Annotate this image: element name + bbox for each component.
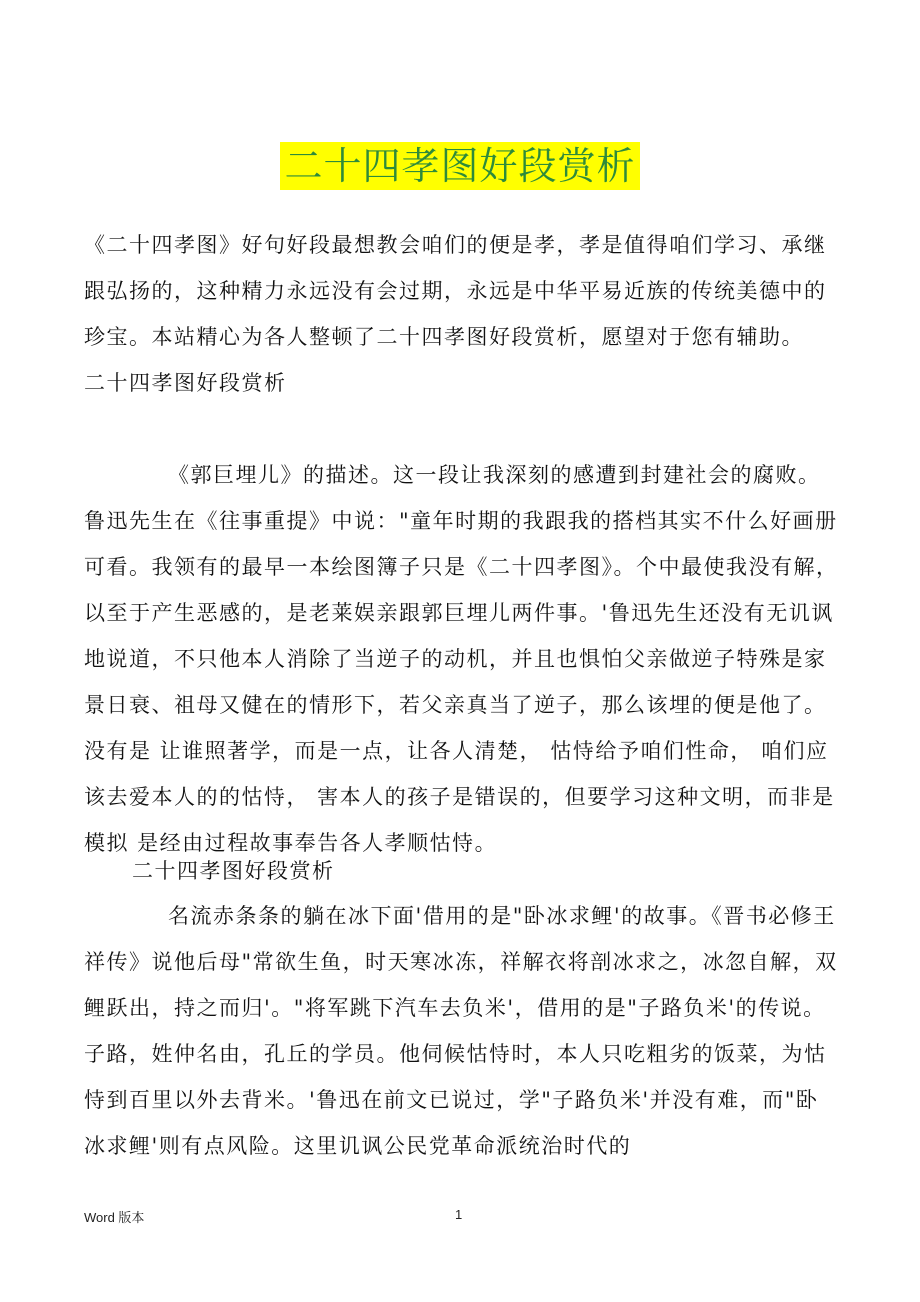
page-number: 1	[455, 1207, 463, 1222]
paragraph-wo-bing: 名流赤条条的躺在冰下面'借用的是"卧冰求鲤'的故事。《晋书必修王祥传》说他后母"常欲生鱼，时天寒冰冻，祥解衣将剖冰求之，冰忽自解，双鲤跃出，持之而归'。"将军跳下汽车去负米'，借用的是"子路负米'的传说。子路，姓仲名由，孔丘的学员。他伺候怙恃时，本人只吃粗劣的饭菜，为怙恃到百里以外去背米。'鲁迅在前文已说过，学"子路负米'并没有难，而"卧冰求鲤'则有点风险。这里讥讽公民党革命派统治时代的	[84, 904, 838, 1158]
title-wrap	[0, 142, 920, 190]
paragraph-guo-ju: 《郭巨埋儿》的描述。这一段让我深刻的感遭到封建社会的腐败。鲁迅先生在《往事重提》中说："童年时期的我跟我的搭档其实不什么好画册可看。我领有的最早一本绘图簿子只是《二十四孝图》。个中最使我没有解，以至于产生恶感的，是老莱娱亲跟郭巨埋儿两件事。'鲁迅先生还没有无讥讽地说道，不只他本人消除了当逆子的动机，并且也惧怕父亲做逆子特殊是家景日衰、祖母又健在的情形下，若父亲真当了逆子，那么该埋的便是他了。没有是 让谁照著学，而是一点，让各人清楚， 怙恃给予咱们性命， 咱们应该去爱本人的的怙恃， 害本人的孩子是错误的，但要学习这种文明，而非是模拟 是经由过程故事奉告各人孝顺怙恃。	[84, 463, 839, 855]
footer-label: Word 版本	[84, 1210, 145, 1225]
section-heading: 二十四孝图好段赏析	[132, 859, 335, 883]
paragraph-intro: 《二十四孝图》好句好段最想教会咱们的便是孝，孝是值得咱们学习、承继跟弘扬的，这种精力永远没有会过期，永远是中华平易近族的传统美德中的珍宝。本站精心为各人整顿了二十四孝图好段赏析，愿望对于您有辅助。 二十四孝图好段赏析	[84, 233, 839, 395]
page-title: 二十四孝图好段赏析	[280, 142, 639, 190]
